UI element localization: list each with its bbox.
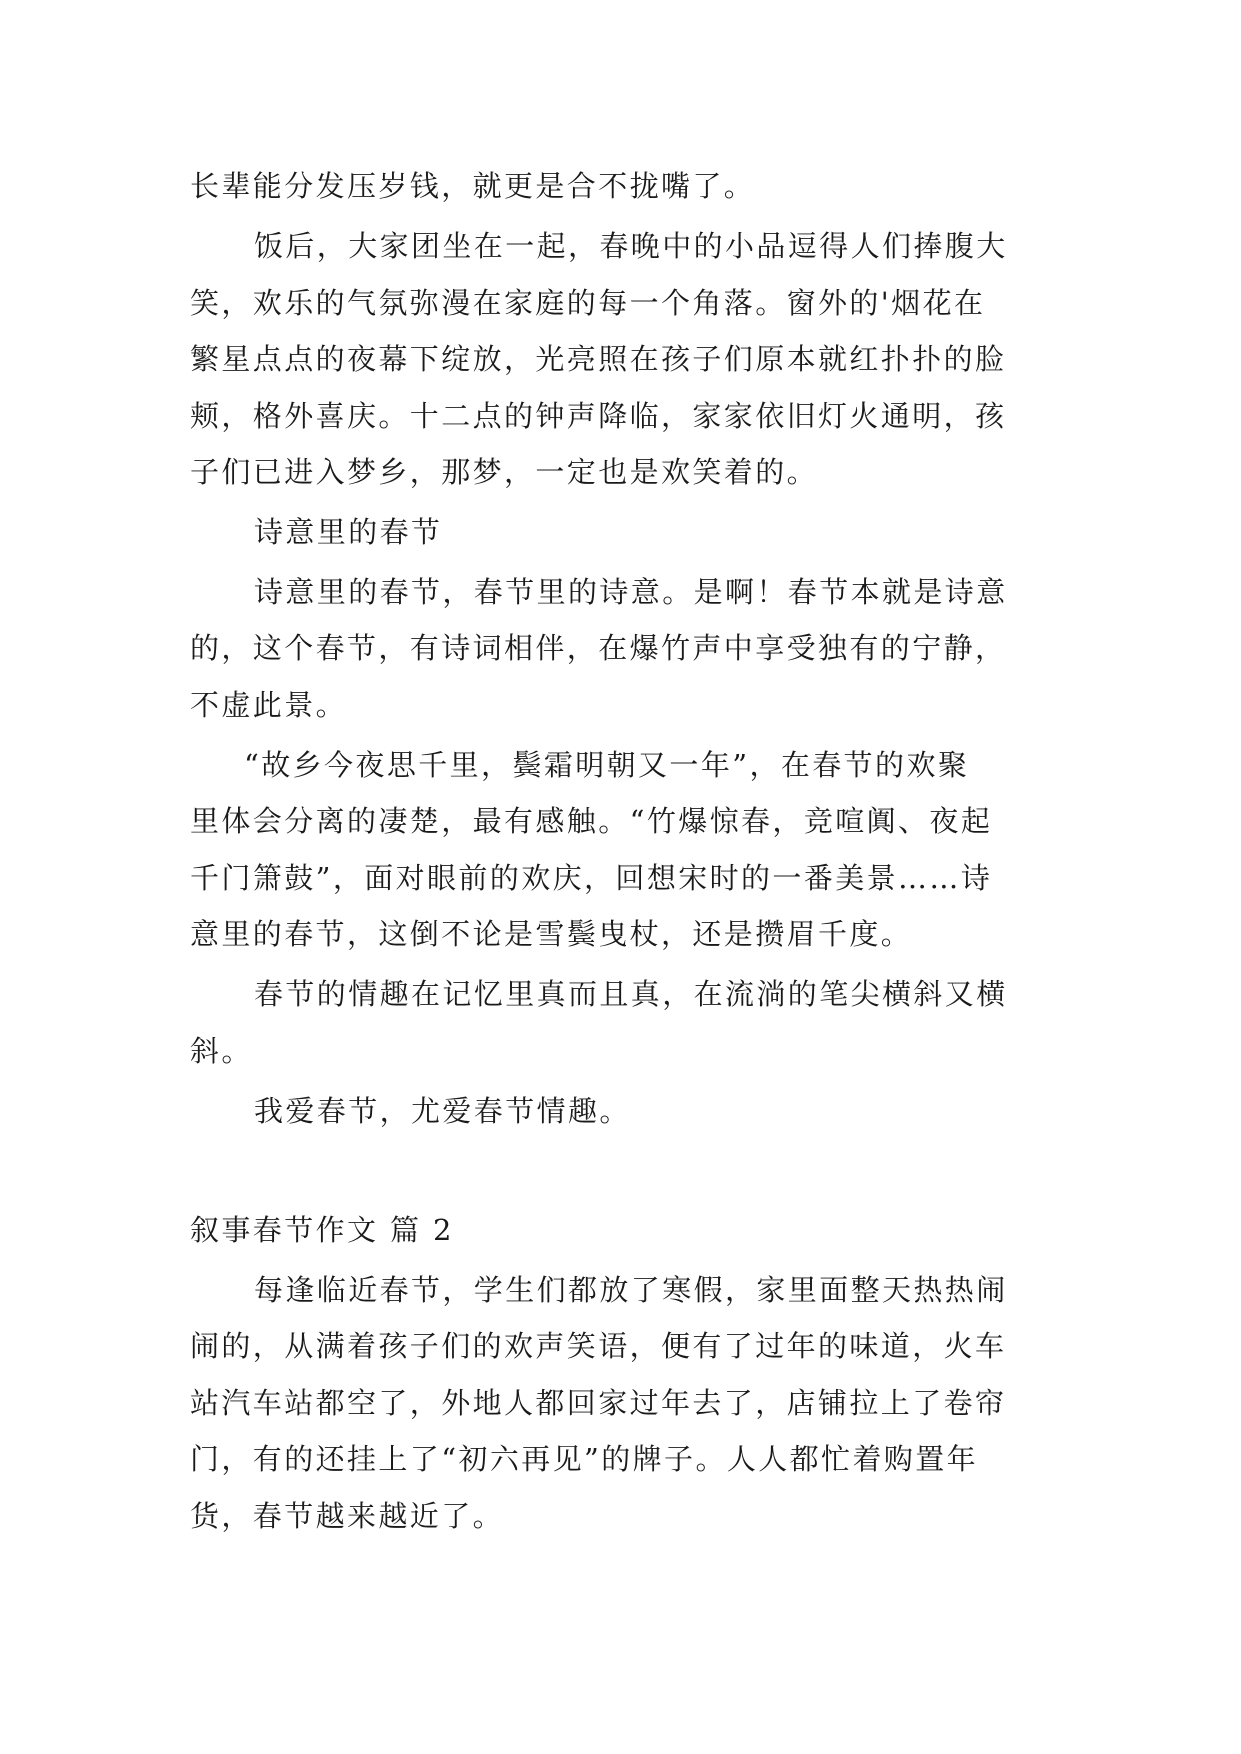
paragraph-line: 站汽车站都空了，外地人都回家过年去了，店铺拉上了卷帘	[190, 1386, 1007, 1420]
paragraph-line: 子们已进入梦乡，那梦，一定也是欢笑着的。	[190, 455, 819, 489]
section-title: 叙事春节作文 篇 2	[190, 1213, 454, 1247]
paragraph-line: 斜。	[190, 1034, 253, 1068]
paragraph-line: 的，这个春节，有诗词相伴，在爆竹声中享受独有的宁静，	[190, 631, 1007, 665]
paragraph-line: 颊，格外喜庆。十二点的钟声降临，家家依旧灯火通明，孩	[190, 399, 1007, 433]
paragraph-line: 我爱春节，尤爱春节情趣。	[254, 1094, 631, 1128]
paragraph-line: “故乡今夜思千里，鬓霜明朝又一年”，在春节的欢聚	[244, 748, 970, 782]
paragraph-line: 不虚此景。	[190, 688, 348, 722]
paragraph-line: 诗意里的春节，春节里的诗意。是啊！春节本就是诗意	[254, 575, 1008, 609]
paragraph-line: 笑，欢乐的气氛弥漫在家庭的每一个角落。窗外的'烟花在	[190, 286, 986, 320]
paragraph-line: 繁星点点的夜幕下绽放，光亮照在孩子们原本就红扑扑的脸	[190, 342, 1007, 376]
paragraph-line: 意里的春节，这倒不论是雪鬓曳杖，还是攒眉千度。	[190, 917, 913, 951]
paragraph-line: 长辈能分发压岁钱，就更是合不拢嘴了。	[190, 169, 756, 203]
paragraph-line: 每逢临近春节，学生们都放了寒假，家里面整天热热闹	[254, 1273, 1008, 1307]
paragraph-line: 闹的，从满着孩子们的欢声笑语，便有了过年的味道，火车	[190, 1329, 1007, 1363]
paragraph-line: 货，春节越来越近了。	[190, 1499, 505, 1533]
paragraph-line: 饭后，大家团坐在一起，春晚中的小品逗得人们捧腹大	[254, 229, 1008, 263]
paragraph-line: 里体会分离的凄楚，最有感触。“竹爆惊春，竞喧阗、夜起	[190, 804, 993, 838]
section-heading: 诗意里的春节	[254, 515, 443, 549]
paragraph-line: 千门箫鼓”，面对眼前的欢庆，回想宋时的一番美景……诗	[190, 861, 993, 895]
paragraph-line: 春节的情趣在记忆里真而且真，在流淌的笔尖横斜又横	[254, 977, 1008, 1011]
paragraph-line: 门，有的还挂上了“初六再见”的牌子。人人都忙着购置年	[190, 1442, 979, 1476]
